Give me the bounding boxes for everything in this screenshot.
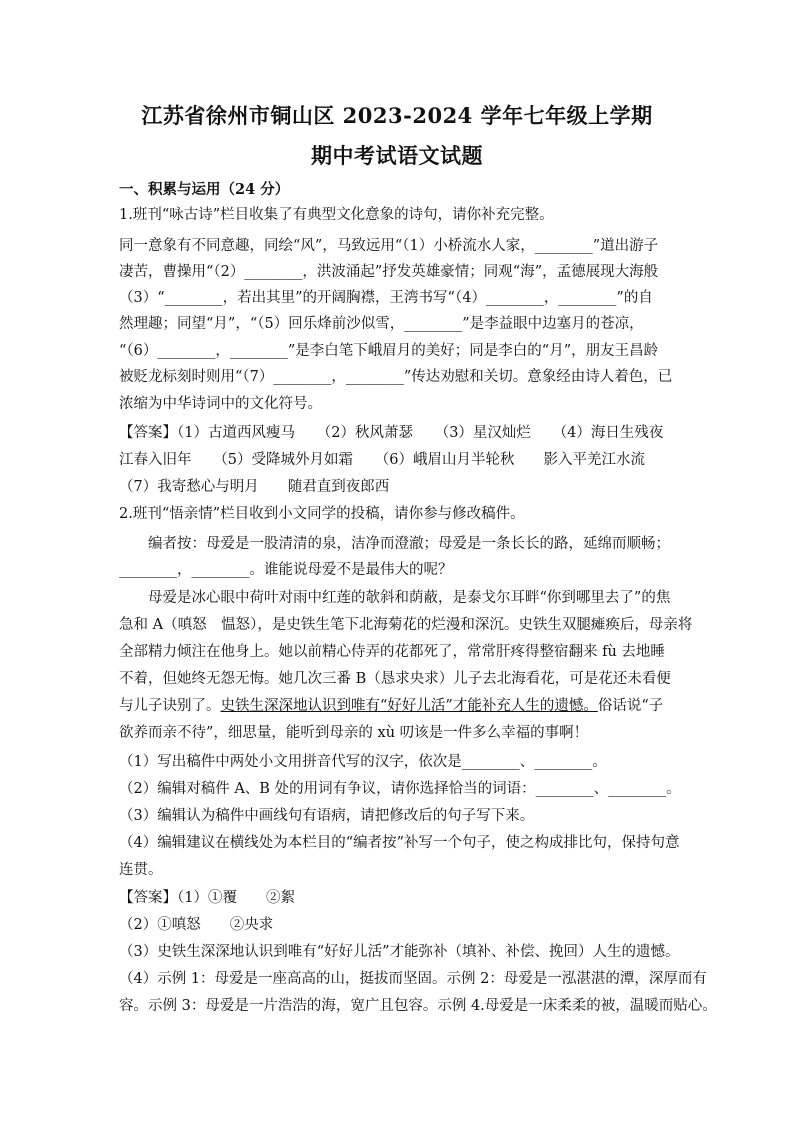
subquestion-4: （4）编辑建议在横线处为本栏目的“编者按”补写一个句子，使之构成排比句，保持句意 <box>119 835 680 851</box>
text-line: 母爱是冰心眼中荷叶对雨中红莲的欹斜和荫蔽，是泰戈尔耳畔“你到哪里去了”的焦 <box>119 590 671 606</box>
text-line: 同一意象有不同意趣，同绘“风”，马致远用“（1）小桥流水人家，________”道出游子 <box>119 238 659 254</box>
text-line: 不着，但她终无怨无悔。她几次三番 B（恳求央求）儿子去北海看花，可是花还未看便 <box>119 671 671 687</box>
question-2-prompt: 2.班刊“悟亲情”栏目收到小文同学的投稿，请你参与修改稿件。 <box>119 506 525 522</box>
text-line: 编者按：母爱是一股清清的泉，洁净而澄澈；母爱是一条长长的路，延绵而顺畅； <box>119 536 670 552</box>
answer-line: 【答案】（1）①覆 ②絮 <box>119 890 295 906</box>
section-heading: 一、积累与运用（24 分） <box>119 181 290 198</box>
text-line: 浓缩为中华诗词中的文化符号。 <box>119 396 322 412</box>
text-line: “（6）________，________”是李白笔下峨眉月的美好；同是李白的“月”，朋友王昌龄 <box>119 343 659 359</box>
subquestion-1: （1）写出稿件中两处小文用拼音代写的汉字，依次是________、________。 <box>119 754 607 770</box>
question-1-prompt: 1.班刊“咏古诗”栏目收集了有典型文化意象的诗句，请你补充完整。 <box>119 207 554 223</box>
answer-line: 江春入旧年 （5）受降城外月如霜 （6）峨眉山月半轮秋 影入平羌江水流 <box>119 452 645 468</box>
text-line: （3）“________，若出其里”的开阔胸襟，王湾书写“（4）________，________”的自 <box>119 290 653 306</box>
subquestion-3: （3）编辑认为稿件中画线句有语病，请把修改后的句子写下来。 <box>119 808 535 824</box>
answer-line: （4）示例 1：母爱是一座高高的山，挺拔而坚固。示例 2：母爱是一泓湛湛的潭，深厚而有 <box>119 971 707 987</box>
text-segment: 俗话说“子 <box>597 698 664 714</box>
text-line: 凄苦，曹操用“（2）________，洪波涌起”抒发英雄豪情；同观“海”，孟德展现大海般 <box>119 264 659 280</box>
document-title: 江苏省徐州市铜山区 2023-2024 学年七年级上学期 <box>141 103 653 128</box>
answer-line: （7）我寄愁心与明月 随君直到夜郎西 <box>119 479 390 495</box>
underlined-sentence: 史铁生深深地认识到唯有“好好儿活”才能补充人生的遗憾。 <box>220 698 598 714</box>
subquestion-2: （2）编辑对稿件 A、B 处的用词有争议，请你选择恰当的词语：________、________。 <box>119 781 681 797</box>
text-line: 然理趣；同望“月”，“（5）回乐烽前沙似雪，________”是李益眼中边塞月的苍凉， <box>119 316 644 332</box>
answer-line: （3）史铁生深深地认识到唯有“好好儿活”才能弥补（填补、补偿、挽回）人生的遗憾。 <box>119 944 680 960</box>
answer-line: 容。示例 3：母爱是一片浩浩的海，宽广且包容。示例 4.母爱是一床柔柔的被，温暖而贴心。 <box>119 998 717 1014</box>
text-line-with-underline <box>119 696 679 716</box>
document-subtitle: 期中考试语文试题 <box>311 143 483 168</box>
text-line: 连贯。 <box>119 862 163 878</box>
text-line: 被贬龙标刻时则用“（7）________，________”传达劝慰和关切。意象经由诗人着色，已 <box>119 369 673 385</box>
answer-line: 【答案】（1）古道西风瘦马 （2）秋风萧瑟 （3）星汉灿烂 （4）海日生残夜 <box>119 425 664 441</box>
text-line: 急和 A（嗔怒 愠怒），是史铁生笔下北海菊花的烂漫和深沉。史铁生双腿瘫痪后，母亲将 <box>119 617 693 633</box>
answer-line: （2）①嗔怒 ②央求 <box>119 917 274 933</box>
text-line: 欲养而亲不待”，细思量，能听到母亲的 xù 叨该是一件多么幸福的事啊！ <box>119 725 589 741</box>
text-line: ________，________。谁能说母爱不是最伟大的呢？ <box>119 562 453 578</box>
text-segment: 与儿子诀别了。 <box>119 698 221 714</box>
text-line: 全部精力倾注在他身上。她以前精心侍弄的花都死了，常常肝疼得整宿翻来 fù 去地睡 <box>119 644 665 660</box>
